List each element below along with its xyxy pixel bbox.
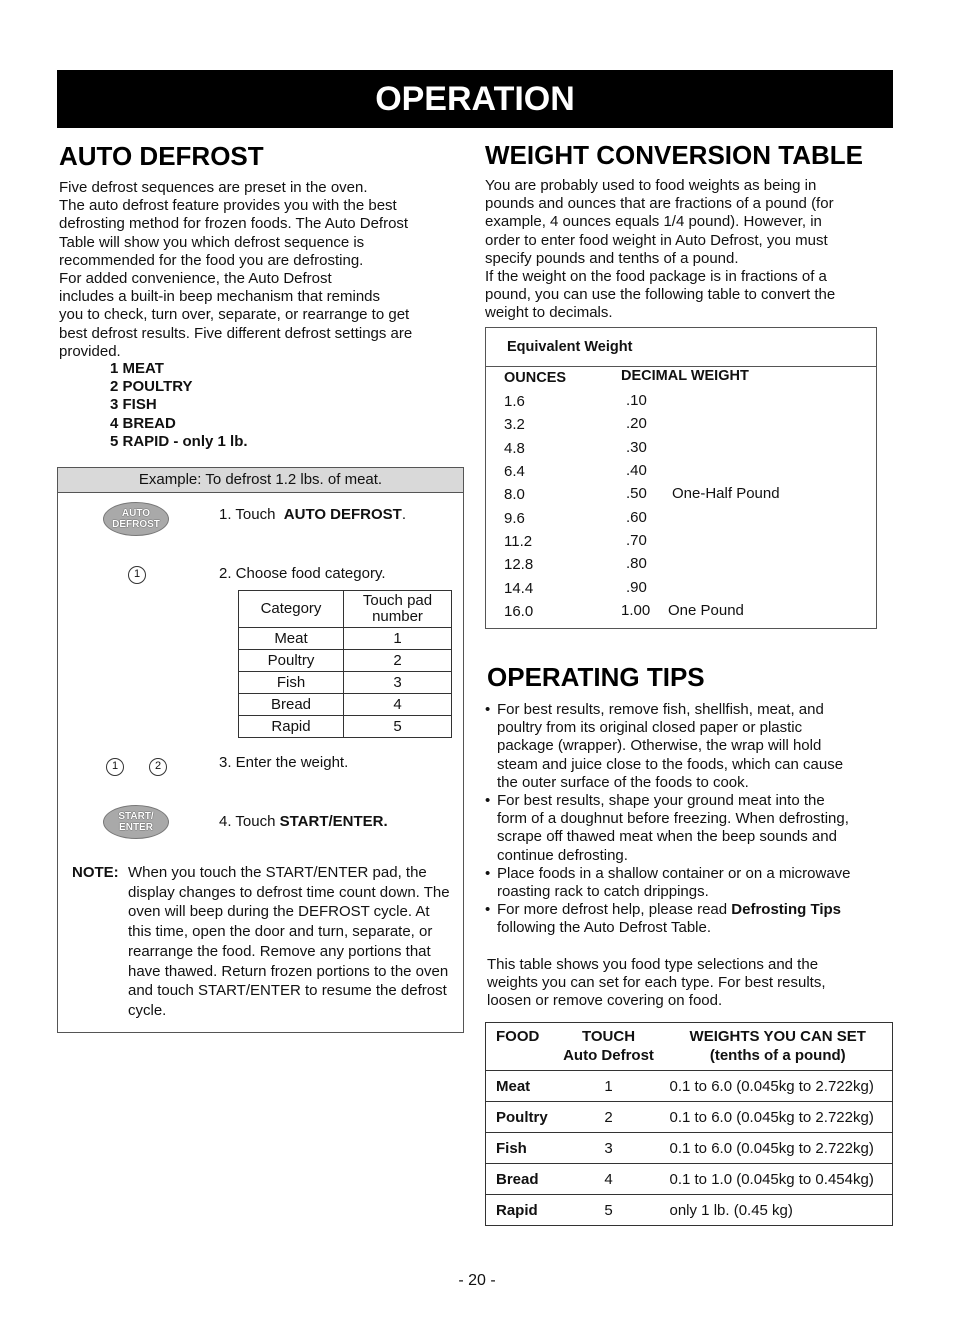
touchpad-header: Touch pad number: [344, 591, 452, 628]
food-weight-table: [485, 1022, 893, 1226]
tip-line: Place foods in a shallow container or on a microwave: [497, 864, 851, 882]
category-cell: Fish: [239, 672, 344, 694]
tip-text: For more defrost help, please read: [497, 901, 732, 919]
step-1: [219, 506, 406, 523]
intro-line: example, 4 ounces equals 1/4 pound). However, in: [485, 213, 822, 231]
number-1-key-icon: 1: [106, 758, 124, 776]
table-row: [486, 1164, 893, 1195]
weight-cell: only 1 lb. (0.45 kg): [664, 1195, 893, 1226]
tip-line: form of a doughnut before freezing. When defrosting,: [497, 810, 849, 828]
step-text: .: [401, 506, 407, 523]
decimal-cell: .30: [626, 439, 647, 456]
tip-line: scrape off thawed meat when the beep sounds and: [497, 828, 837, 846]
tip-line: steam and juice close to the foods, which can cause: [497, 755, 844, 773]
intro-line: provided.: [59, 342, 121, 360]
touchpad-cell: 2: [344, 650, 452, 672]
step-text: 1. Touch: [219, 506, 284, 523]
touch-header: TOUCH Auto Defrost: [554, 1023, 664, 1071]
page-banner: OPERATION: [57, 70, 893, 128]
example-title: Example: To defrost 1.2 lbs. of meat.: [58, 468, 463, 493]
decimal-cell: .40: [626, 462, 647, 479]
intro-line: Five defrost sequences are preset in the oven.: [59, 179, 368, 196]
weight-note: One-Half Pound: [672, 485, 780, 502]
touchpad-cell: 4: [344, 694, 452, 716]
auto-defrost-pad-icon: [103, 502, 169, 536]
note: [72, 863, 457, 1021]
pad-label: ENTER: [119, 822, 153, 833]
pad-label: START/: [118, 811, 154, 822]
table-row: [486, 1133, 893, 1164]
intro-line: weights you can set for each type. For best results,: [487, 974, 826, 992]
operating-tips-list: [485, 701, 890, 938]
weight-cell: 0.1 to 6.0 (0.045kg to 2.722kg): [664, 1071, 893, 1102]
pad-label: AUTO: [121, 508, 151, 519]
tip-line: the outer surface of the foods to cook.: [497, 773, 749, 791]
table-row: [504, 486, 525, 503]
table-row: [239, 716, 452, 738]
touch-cell: 5: [554, 1195, 664, 1226]
bullet: •: [485, 701, 491, 718]
intro-line: pounds and ounces that are fractions of a pound (for: [485, 195, 834, 213]
ounces-cell: 6.4: [504, 463, 525, 480]
intro-line: For added convenience, the Auto Defrost: [59, 270, 332, 288]
intro-line: This table shows you food type selections and the: [487, 956, 819, 973]
table-row: [486, 1102, 893, 1133]
auto-defrost-intro: [59, 179, 459, 361]
ounces-header: OUNCES: [504, 370, 567, 386]
category-cell: Meat: [239, 628, 344, 650]
intro-line: you to check, turn over, separate, or rearrange to get: [59, 306, 410, 324]
intro-line: includes a built-in beep mechanism that reminds: [59, 288, 380, 306]
food-cell: Fish: [486, 1133, 554, 1164]
weight-conversion-table: [485, 327, 877, 629]
category-cell: Poultry: [239, 650, 344, 672]
category-cell: Rapid: [239, 716, 344, 738]
food-cell: Bread: [486, 1164, 554, 1195]
step-3: 3. Enter the weight.: [219, 754, 349, 771]
food-cell: Meat: [486, 1071, 554, 1102]
intro-line: best defrost results. Five different defrost settings are: [59, 324, 413, 342]
touchpad-cell: 3: [344, 672, 452, 694]
note-label: NOTE:: [72, 864, 119, 881]
tip-item: [485, 901, 890, 937]
table-row: [504, 556, 533, 573]
tip-line: poultry from its original closed paper or plastic: [497, 719, 803, 737]
weight-cell: 0.1 to 6.0 (0.045kg to 2.722kg): [664, 1133, 893, 1164]
ounces-cell: 3.2: [504, 416, 525, 433]
intro-line: loosen or remove covering on food.: [487, 992, 723, 1010]
weight-conversion-heading: WEIGHT CONVERSION TABLE: [485, 140, 863, 170]
example-box: [57, 467, 464, 1033]
tip-line: continue defrosting.: [497, 846, 628, 864]
touch-cell: 2: [554, 1102, 664, 1133]
ounces-cell: 9.6: [504, 510, 525, 527]
intro-line: recommended for the food you are defrosting.: [59, 251, 364, 269]
food-cell: Rapid: [486, 1195, 554, 1226]
intro-line: order to enter food weight in Auto Defrost, you must: [485, 231, 828, 249]
weights-header: WEIGHTS YOU CAN SET (tenths of a pound): [664, 1023, 893, 1071]
intro-line: pound, you can use the following table to convert the: [485, 286, 836, 304]
defrost-settings-list: [110, 360, 248, 451]
table-row: [504, 580, 533, 597]
page-number: - 20 -: [458, 1272, 496, 1289]
step-text: 4. Touch: [219, 813, 280, 830]
number-2-key-icon: 2: [149, 758, 167, 776]
intro-line: The auto defrost feature provides you with the best: [59, 197, 397, 215]
table-row: [504, 510, 525, 527]
decimal-cell: .80: [626, 555, 647, 572]
touch-cell: 1: [554, 1071, 664, 1102]
ounces-cell: 12.8: [504, 556, 534, 573]
tip-line: For best results, remove fish, shellfish, meat, and: [497, 701, 824, 718]
table-row: [239, 672, 452, 694]
decimal-cell: .70: [626, 532, 647, 549]
step-4: [219, 813, 388, 830]
tip-bold-text: Defrosting Tips: [731, 901, 842, 919]
table-row: [239, 650, 452, 672]
ounces-cell: 1.6: [504, 393, 525, 410]
defrost-setting: 2 POULTRY: [110, 378, 193, 396]
ounces-cell: 14.4: [504, 580, 534, 597]
table-row: [504, 603, 533, 620]
intro-line: defrosting method for frozen foods. The Auto Defrost: [59, 215, 409, 233]
operating-tips-heading: OPERATING TIPS: [487, 662, 705, 692]
tip-item: [485, 701, 890, 792]
ounces-cell: 8.0: [504, 486, 525, 503]
table-row: [504, 393, 525, 410]
touch-cell: 4: [554, 1164, 664, 1195]
start-enter-pad-icon: [103, 805, 169, 839]
touchpad-cell: 5: [344, 716, 452, 738]
tip-item: [485, 792, 890, 865]
bullet: •: [485, 901, 491, 919]
step-bold-text: AUTO DEFROST: [283, 506, 402, 523]
pad-label: DEFROST: [112, 519, 160, 530]
bullet: •: [485, 864, 491, 882]
table-row: [504, 533, 532, 550]
auto-defrost-heading: AUTO DEFROST: [59, 141, 264, 171]
food-cell: Poultry: [486, 1102, 554, 1133]
food-header: FOOD: [486, 1023, 554, 1071]
decimal-header: DECIMAL WEIGHT: [621, 368, 749, 384]
decimal-cell: .10: [626, 392, 647, 409]
decimal-cell: .50: [626, 485, 647, 502]
defrost-setting: 3 FISH: [110, 396, 157, 414]
touch-cell: 3: [554, 1133, 664, 1164]
bullet: •: [485, 792, 491, 810]
category-header: Category: [239, 591, 344, 628]
decimal-cell: .60: [626, 509, 647, 526]
ounces-cell: 16.0: [504, 603, 534, 620]
tip-line: For best results, shape your ground meat into the: [497, 792, 825, 810]
touchpad-cell: 1: [344, 628, 452, 650]
table-row: [486, 1071, 893, 1102]
intro-line: weight to decimals.: [485, 304, 613, 322]
tip-item: [485, 865, 890, 901]
category-cell: Bread: [239, 694, 344, 716]
table-row: [504, 440, 525, 457]
tip-line: [497, 901, 890, 919]
table-row: [486, 1195, 893, 1226]
tip-line: package (wrapper). Otherwise, the wrap will hold: [497, 737, 822, 755]
number-1-key-icon: 1: [128, 566, 146, 584]
table-row: [239, 628, 452, 650]
decimal-cell: .20: [626, 415, 647, 432]
food-table-intro: [487, 956, 887, 1011]
defrost-setting: 1 MEAT: [110, 360, 164, 377]
defrost-setting: 4 BREAD: [110, 414, 176, 432]
decimal-cell: .90: [626, 579, 647, 596]
tip-line: roasting rack to catch drippings.: [497, 883, 709, 901]
decimal-cell: 1.00: [621, 602, 651, 619]
defrost-setting: 5 RAPID - only 1 lb.: [110, 432, 248, 450]
table-title: Equivalent Weight: [486, 328, 876, 367]
note-text: When you touch the START/ENTER pad, the display changes to defrost time count down. The oven will beep during the DEFROST cycle. At this time, open the door and turn, separate, or rearrange the food. Remove any portions that have thawed. Return frozen portions to the oven and touch START/ENTER to resume the defrost cycle.: [128, 864, 450, 1019]
tip-line: following the Auto Defrost Table.: [497, 919, 712, 937]
category-table: [238, 590, 452, 738]
weight-note: One Pound: [668, 602, 744, 619]
weight-cell: 0.1 to 6.0 (0.045kg to 2.722kg): [664, 1102, 893, 1133]
intro-line: You are probably used to food weights as being in: [485, 177, 817, 194]
weight-cell: 0.1 to 1.0 (0.045kg to 0.454kg): [664, 1164, 893, 1195]
intro-line: If the weight on the food package is in fractions of a: [485, 268, 827, 286]
ounces-cell: 4.8: [504, 440, 525, 457]
step-bold-text: START/ENTER.: [279, 813, 388, 830]
intro-line: specify pounds and tenths of a pound.: [485, 249, 739, 267]
weight-conversion-intro: [485, 177, 885, 323]
table-row: [504, 463, 525, 480]
ounces-cell: 11.2: [504, 533, 533, 550]
table-row: [239, 694, 452, 716]
step-2: 2. Choose food category.: [219, 565, 386, 582]
table-row: [504, 416, 525, 433]
intro-line: Table will show you which defrost sequence is: [59, 233, 365, 251]
